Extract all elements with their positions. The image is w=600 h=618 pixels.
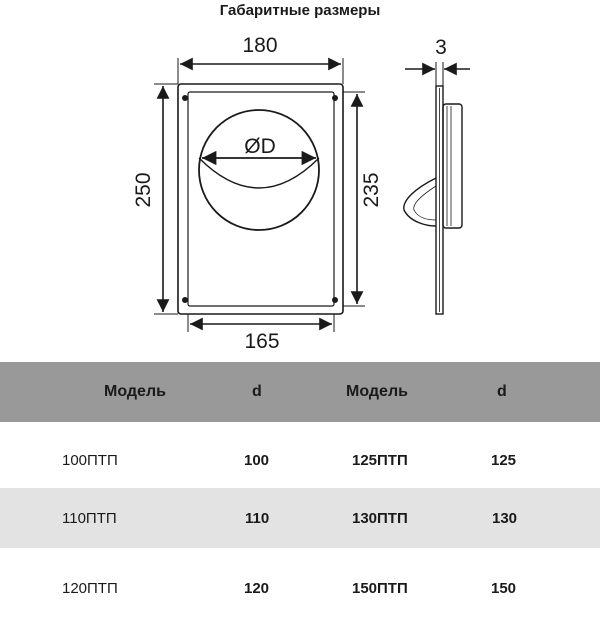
side-hood bbox=[404, 178, 436, 226]
cell-model: 130ПТП bbox=[352, 509, 408, 527]
table-row bbox=[0, 430, 600, 490]
cell-model: 120ПТП bbox=[62, 579, 118, 597]
cell-model: 150ПТП bbox=[352, 579, 408, 597]
width-label: 180 bbox=[242, 34, 278, 57]
cell-model: 100ПТП bbox=[62, 451, 118, 469]
plate-outer bbox=[178, 84, 343, 314]
table-row bbox=[0, 488, 600, 548]
inner-height-label: 235 bbox=[360, 172, 383, 208]
side-collar bbox=[443, 104, 462, 228]
height-label: 250 bbox=[132, 172, 155, 208]
diameter-label: ØD bbox=[244, 135, 276, 158]
hood-curve bbox=[199, 158, 319, 188]
cell-d: 100 bbox=[244, 451, 270, 469]
thickness-label: 3 bbox=[435, 36, 447, 59]
cell-d: 110 bbox=[245, 509, 270, 527]
screw-hole bbox=[332, 297, 338, 303]
cell-d: 120 bbox=[244, 579, 270, 597]
cell-model: 125ПТП bbox=[352, 451, 408, 469]
screw-hole bbox=[182, 95, 188, 101]
cell-d: 150 bbox=[491, 579, 517, 597]
header-d-1: d bbox=[252, 383, 262, 400]
page-title: Габаритные размеры bbox=[219, 2, 381, 19]
screw-hole bbox=[182, 297, 188, 303]
table-row bbox=[0, 558, 600, 618]
header-model-1: Модель bbox=[104, 383, 166, 400]
duct-opening bbox=[199, 110, 319, 230]
table-header bbox=[0, 362, 600, 422]
inner-width-label: 165 bbox=[244, 330, 280, 353]
cell-d: 130 bbox=[492, 509, 518, 527]
header-d-2: d bbox=[497, 383, 507, 400]
cell-d: 125 bbox=[491, 451, 517, 469]
header-model-2: Модель bbox=[346, 383, 408, 400]
cell-model: 110ПТП bbox=[62, 509, 117, 527]
screw-hole bbox=[332, 95, 338, 101]
